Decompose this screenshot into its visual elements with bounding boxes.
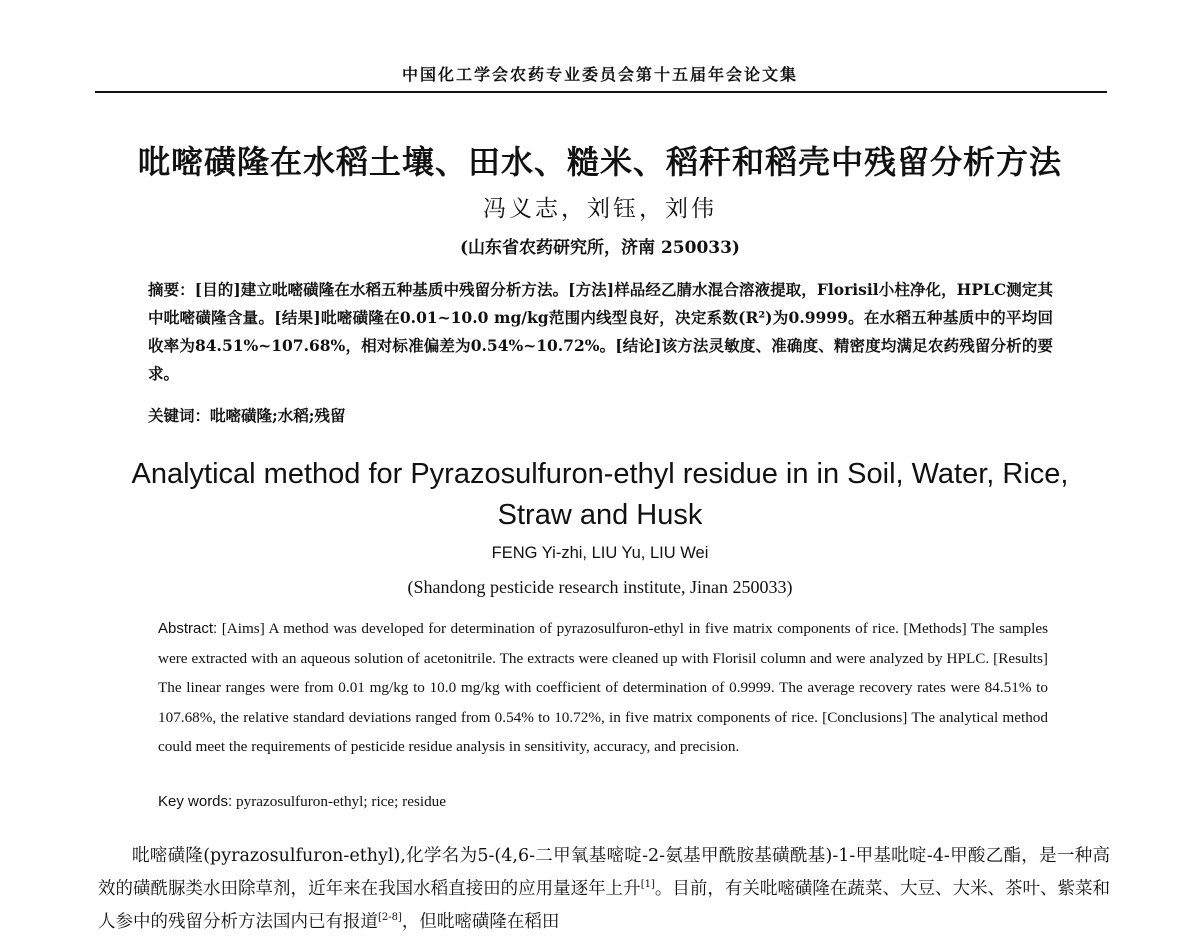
running-header: 中国化工学会农药专业委员会第十五届年会论文集 — [401, 65, 798, 84]
keywords-chinese: 关键词：吡嘧磺隆;水稻;残留 — [148, 406, 346, 425]
affiliation-english: (Shandong pesticide research institute, Jinan 250033) — [407, 577, 793, 597]
abstract-chinese: 摘要：[目的]建立吡嘧磺隆在水稻五种基质中残留分析方法。[方法]样品经乙腈水混合溶液提取，Florisil小柱净化，HPLC测定其中吡嘧磺隆含量。[结果]吡嘧磺隆在0.01~10.0 mg/kg范围内线型良好，决定系数(R²)为0.9999。在水稻五种基质中的平均回收率为84.51%~107.68%，相对标准偏差为0.54%~10.72%。[结论]该方法灵敏度、准确度、精密度均满足农药残留分析的要求。 — [148, 280, 1053, 383]
citation-ref-2-8: [2-8] — [378, 912, 402, 924]
citation-ref-1: [1] — [640, 879, 655, 891]
authors-english: FENG Yi-zhi, LIU Yu, LIU Wei — [491, 544, 709, 562]
keywords-english — [158, 793, 1048, 811]
abstract-english — [158, 614, 1048, 762]
body-text-part3: ，但吡嘧磺隆在稻田 — [401, 912, 560, 932]
keywords-label: Key words: — [158, 793, 233, 810]
title-english: Analytical method for Pyrazosulfuron-ethyl residue in in Soil, Water, Rice, Straw and Husk — [131, 458, 1069, 531]
abstract-english-text: [Aims] A method was developed for determination of pyrazosulfuron-ethyl in five matrix components of rice. [Methods] The samples were extracted with an aqueous solution of acetonitrile. The extracts were cleaned up with Florisil column and were analyzed by HPLC. [Results] The linear ranges were from 0.01 mg/kg to 10.0 mg/kg with coefficient of determination of 0.9999. The average recovery rates were 84.51% to 107.68%, the relative standard deviations ranged from 0.54% to 10.72%, in five matrix components of rice. [Conclusions] The analytical method could meet the requirements of pesticide residue analysis in sensitivity, accuracy, and precision. — [158, 620, 1049, 755]
affiliation-chinese: (山东省农药研究所，济南 250033) — [460, 238, 740, 258]
title-chinese: 吡嘧磺隆在水稻土壤、田水、糙米、稻秆和稻壳中残留分析方法 — [137, 143, 1062, 181]
header-rule — [95, 91, 1107, 93]
abstract-label: Abstract: — [158, 620, 218, 637]
body-paragraph — [98, 840, 1110, 939]
body-text-part1: 吡嘧磺隆(pyrazosulfuron-ethyl),化学名为5-(4,6-二甲氧基嘧啶-2-氨基甲酰胺基磺酰基)-1-甲基吡啶-4-甲酸乙酯，是一种高效的磺酰脲类水田除草剂，近年来在我国水稻直接田的应用量逐年上升 — [98, 846, 1110, 899]
authors-chinese: 冯义志，刘钰，刘伟 — [483, 196, 717, 222]
body-text-part2: 。目前，有关吡嘧磺隆在蔬菜、大豆、大米、茶叶、紫菜和人参中的残留分析方法国内已有报道 — [98, 879, 1111, 932]
keywords-english-text: pyrazosulfuron-ethyl; rice; residue — [236, 793, 447, 810]
